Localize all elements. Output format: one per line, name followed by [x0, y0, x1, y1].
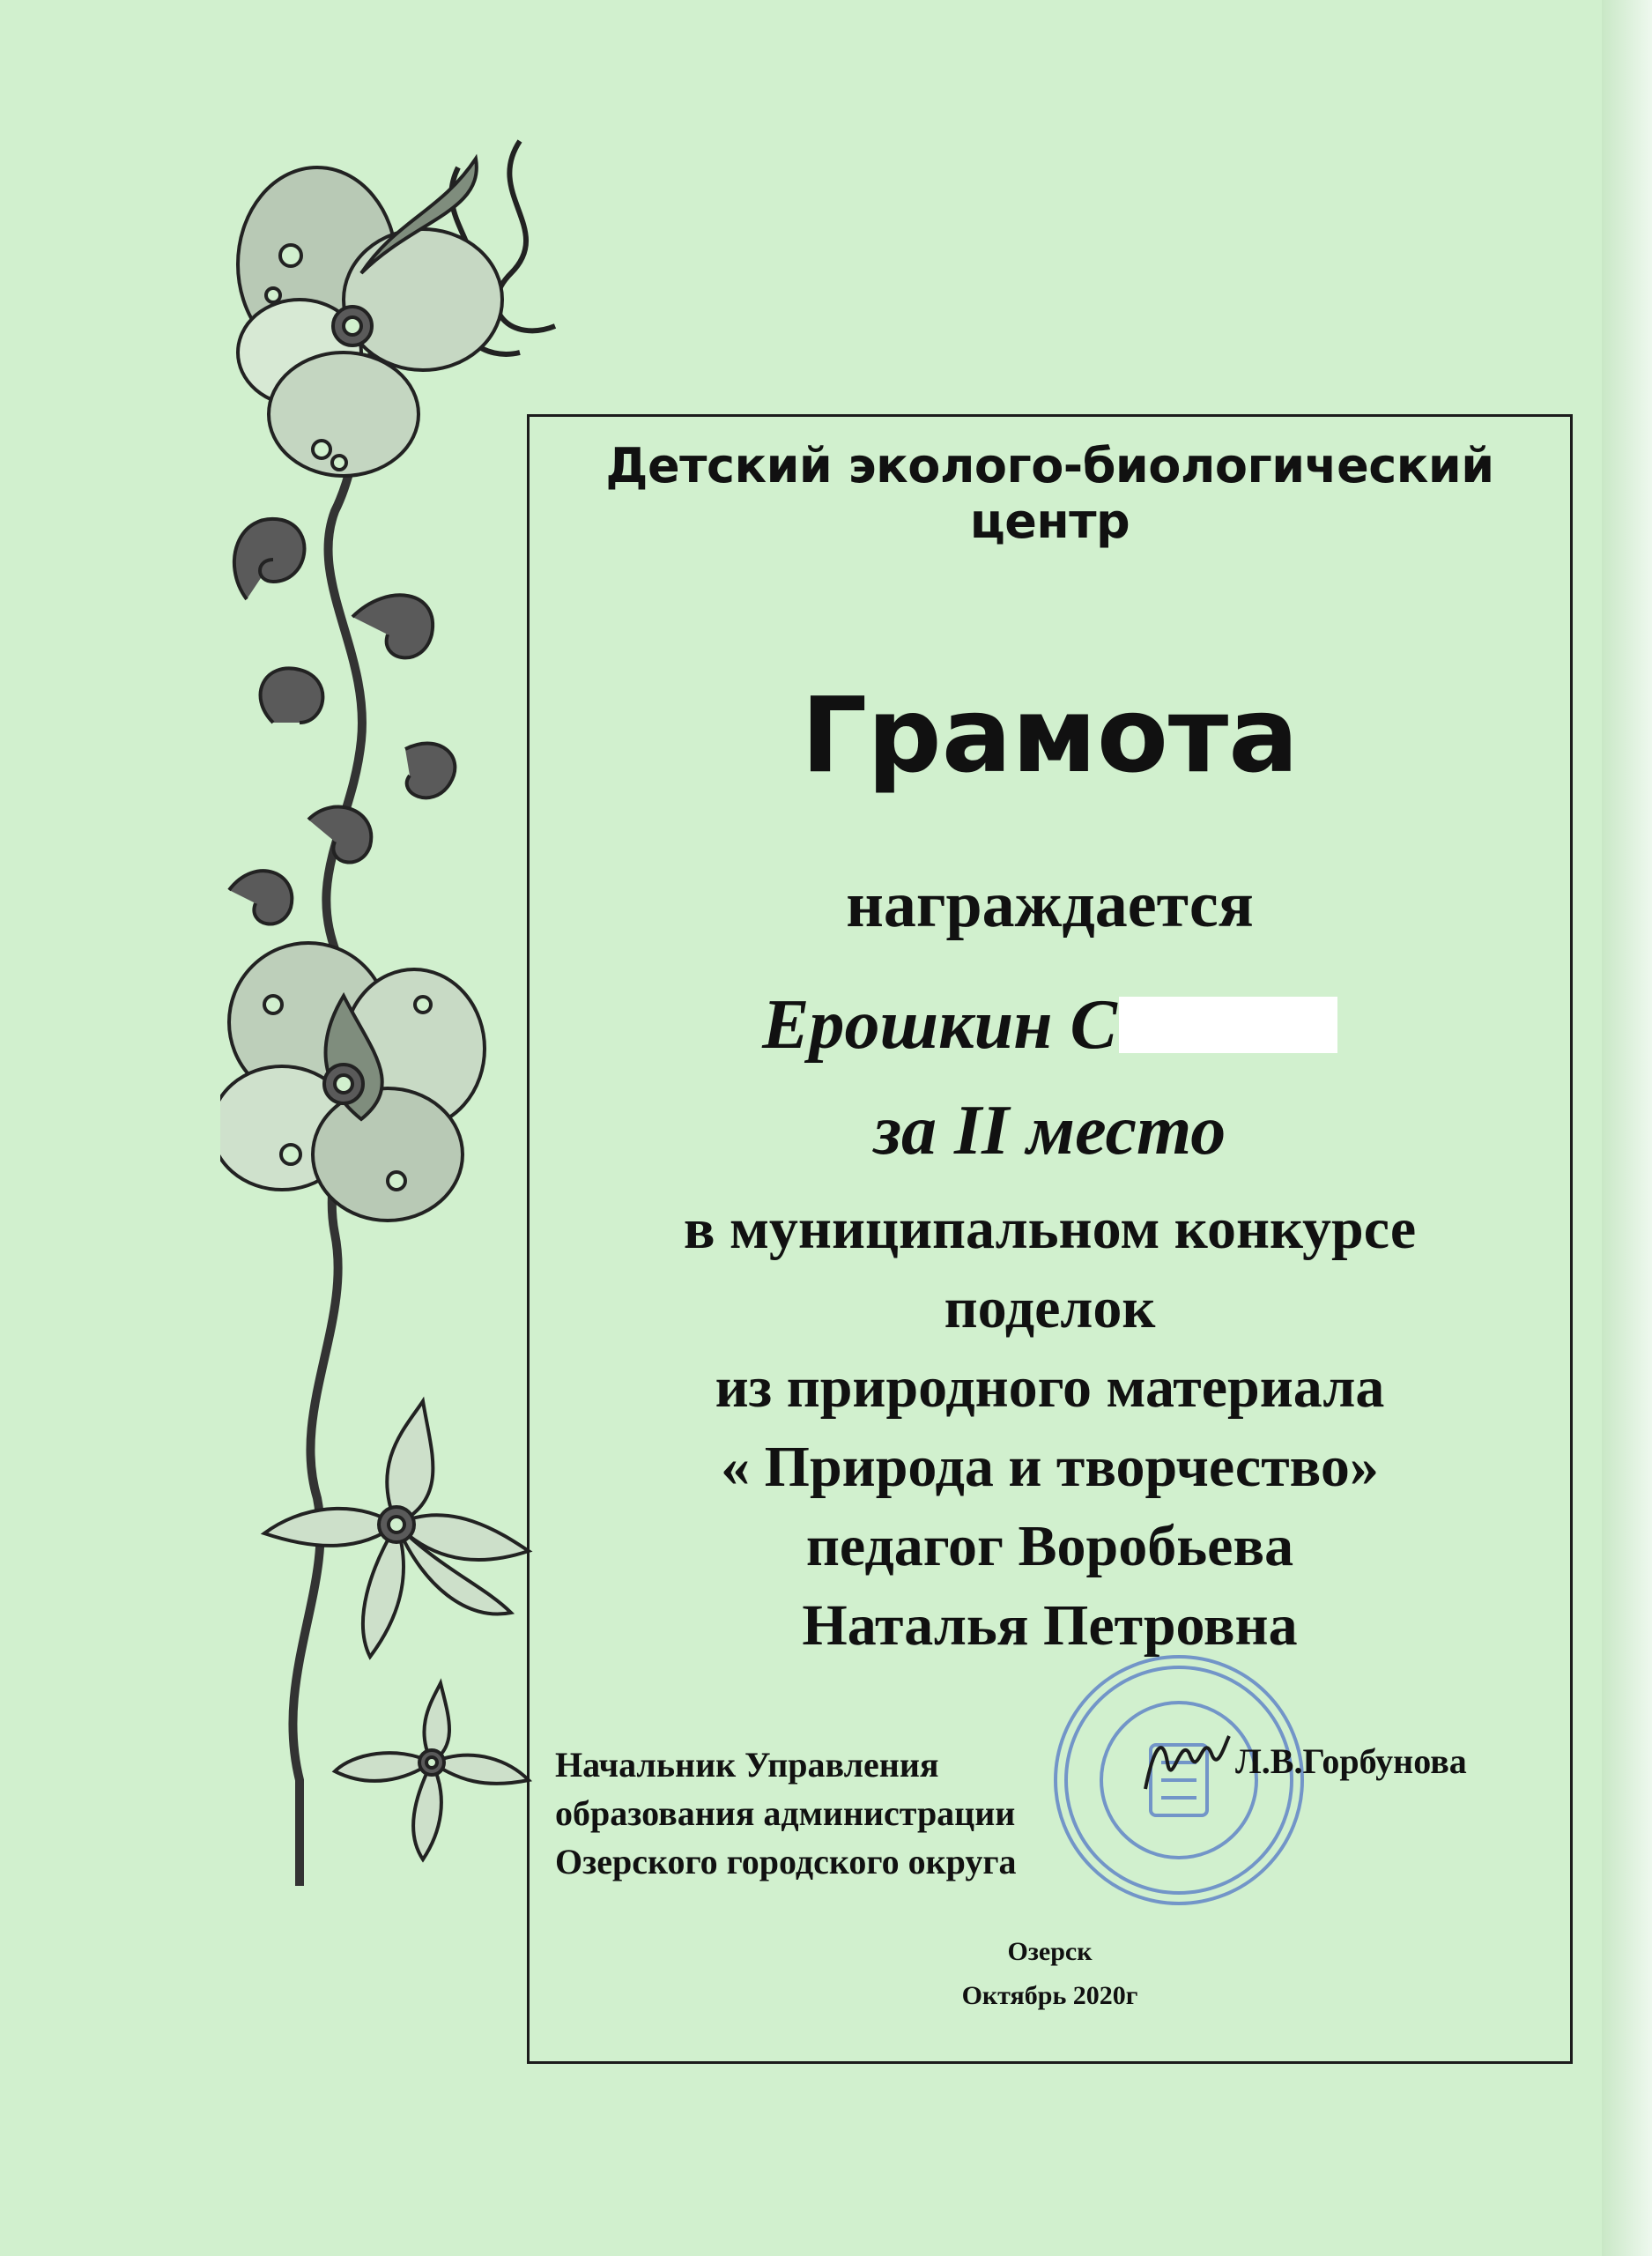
organization-name: Детский эколого-биологический центр: [605, 438, 1494, 549]
description-line: из природного материала: [715, 1355, 1385, 1420]
place-and-date: [527, 1930, 1573, 2018]
description-line: педагог Воробьева: [805, 1514, 1294, 1578]
redaction-box: [1119, 997, 1337, 1053]
description-line: поделок: [944, 1276, 1156, 1340]
city: Озерск: [1007, 1937, 1093, 1966]
description-line: Наталья Петровна: [802, 1593, 1298, 1658]
awarded-line: награждается: [846, 869, 1254, 941]
award-description: [527, 1190, 1573, 1666]
description-line: в муниципальном конкурсе: [683, 1197, 1417, 1261]
recipient-name: [527, 985, 1573, 1065]
description-line: « Природа и творчество»: [721, 1435, 1379, 1499]
signatory-line: Начальник Управления: [555, 1745, 939, 1785]
signatory-line: образования администрации: [555, 1793, 1016, 1833]
signatory-line: Озерского городского округа: [555, 1842, 1017, 1881]
signer-name: Л.В.Горбунова: [1235, 1741, 1467, 1781]
signature: [1137, 1727, 1233, 1798]
certificate-title: Грамота: [801, 674, 1299, 796]
signatory-block: [555, 1740, 1017, 1886]
paper-edge: [1602, 0, 1652, 2256]
recipient-name-text: Ерошкин С: [762, 986, 1117, 1064]
award-place: за II место: [873, 1092, 1226, 1169]
date: Октябрь 2020г: [961, 1981, 1138, 2010]
